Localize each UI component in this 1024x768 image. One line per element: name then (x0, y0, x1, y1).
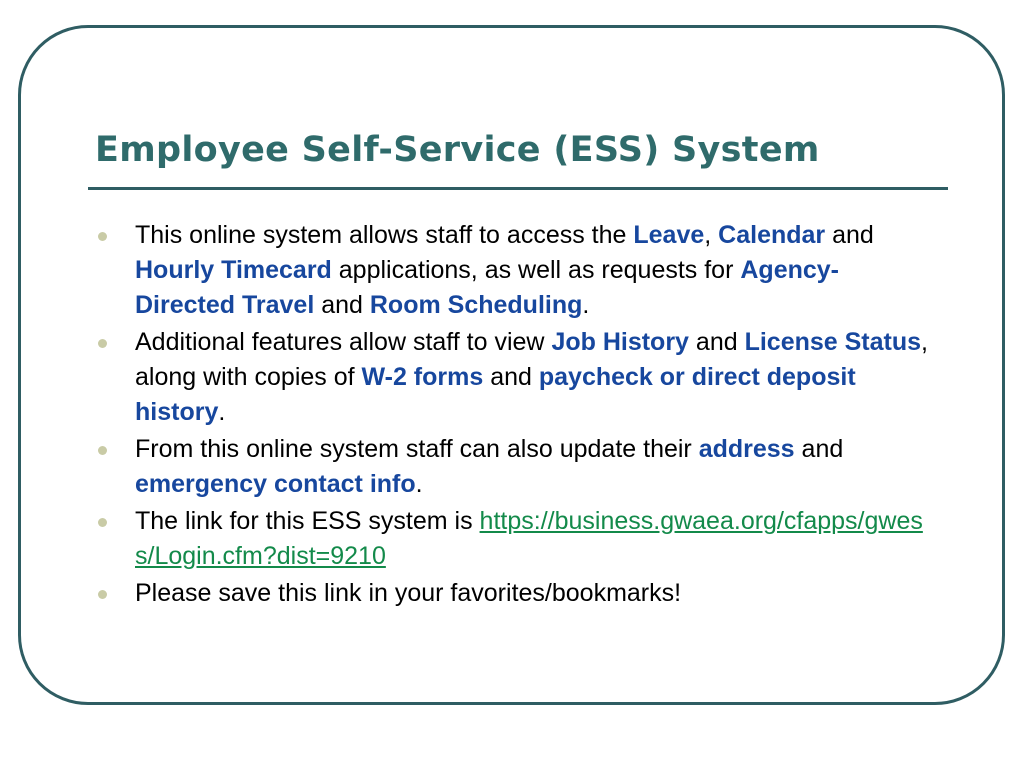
keyword-license-status: License Status (744, 328, 922, 356)
keyword-address: address (698, 435, 795, 463)
bullet-icon (98, 446, 107, 455)
bullet-icon (98, 590, 107, 599)
bullet-icon (98, 339, 107, 348)
bullet-text: and (825, 221, 874, 249)
bullet-text: and (314, 291, 370, 319)
bullet-text: . (415, 470, 423, 498)
bullet-text: Please save this link in your favorites/bookmarks! (135, 579, 682, 607)
bullet-item-features (98, 325, 928, 430)
keyword-emergency-contact: emergency contact info (135, 470, 416, 498)
bullet-icon (98, 232, 107, 241)
keyword-job-history: Job History (551, 328, 689, 356)
bullet-text: Additional features allow staff to view (135, 328, 552, 356)
bullet-text: This online system allows staff to access the (135, 221, 634, 249)
keyword-hourly-timecard: Hourly Timecard (135, 256, 332, 284)
bullet-text: applications, as well as requests for (331, 256, 741, 284)
bullet-list (98, 218, 928, 613)
bullet-icon (98, 518, 107, 527)
bullet-text: and (688, 328, 745, 356)
bullet-text: and (794, 435, 844, 463)
keyword-calendar: Calendar (718, 221, 826, 249)
keyword-w2-forms: W-2 forms (361, 363, 484, 391)
bullet-text: and (483, 363, 539, 391)
ess-login-link[interactable]: https://business.gwaea.org/cfapps/gwess/Login.cfm?dist=9210 (135, 507, 923, 570)
bullet-item-save (98, 576, 928, 611)
bullet-item-link (98, 504, 928, 574)
bullet-item-update (98, 432, 928, 502)
bullet-text: From this online system staff can also update their (135, 435, 699, 463)
bullet-text: . (582, 291, 590, 319)
bullet-text: The link for this ESS system is (135, 507, 480, 535)
keyword-paycheck-history: paycheck or direct deposit history (135, 363, 856, 426)
bullet-text: , along with copies of (135, 328, 928, 391)
keyword-room-scheduling: Room Scheduling (369, 291, 583, 319)
title-underline (88, 187, 948, 190)
bullet-item-access (98, 218, 928, 323)
keyword-agency-directed-travel: Agency-Directed Travel (135, 256, 840, 319)
bullet-text: . (218, 398, 226, 426)
slide-title: Employee Self-Service (ESS) System (95, 130, 820, 170)
keyword-leave: Leave (633, 221, 705, 249)
bullet-text: , (704, 221, 719, 249)
